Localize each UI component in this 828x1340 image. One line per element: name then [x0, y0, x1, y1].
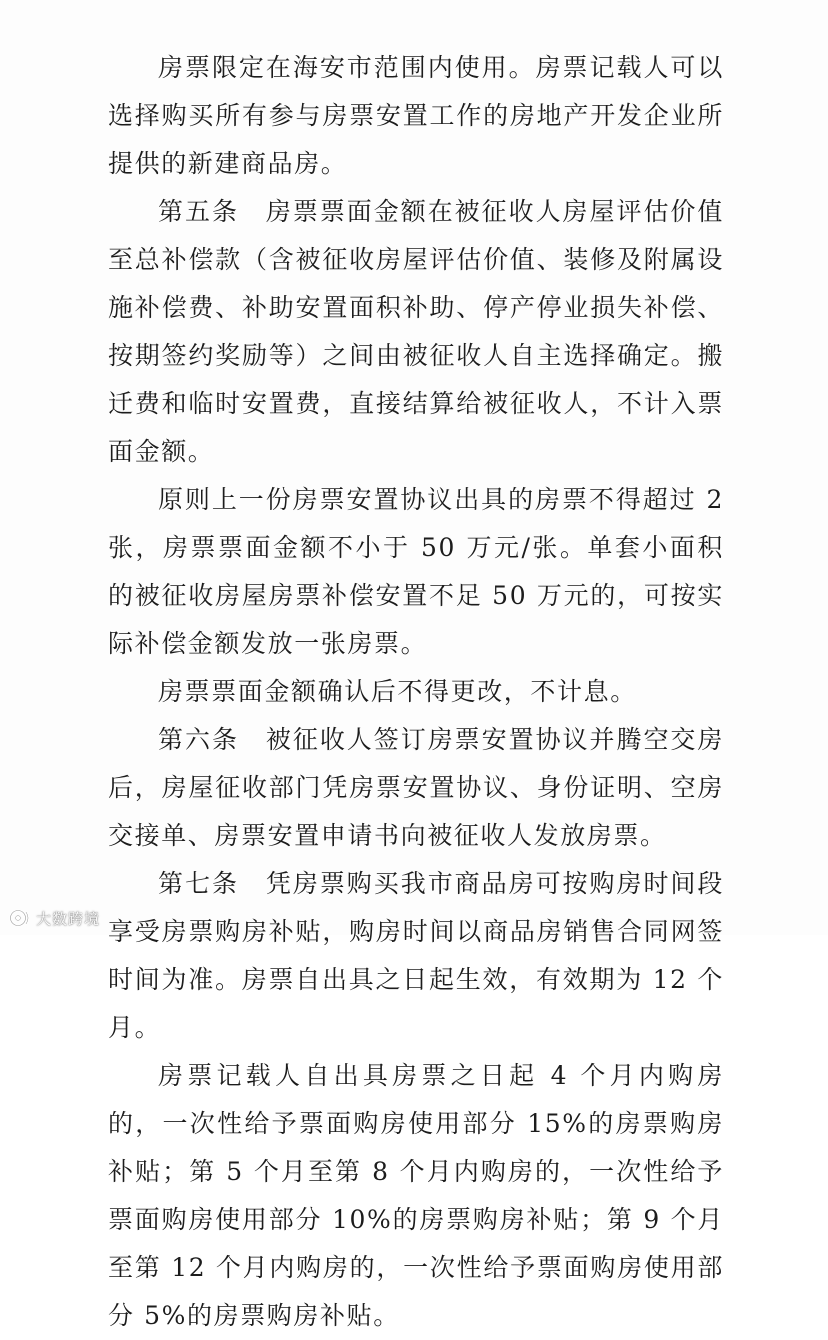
paragraph-house-ticket-scope: 房票限定在海安市范围内使用。房票记载人可以选择购买所有参与房票安置工作的房地产开发企业所提供的新建商品房。 [108, 53, 724, 178]
paragraph-article-5: 第五条 房票票面金额在被征收人房屋评估价值至总补偿款（含被征收房屋评估价值、装修及附属设施补偿费、补助安置面积补助、停产停业损失补偿、按期签约奖励等）之间由被征收人自主选择确定。搬迁费和临时安置费，直接结算给被征收人，不计入票面金额。 [108, 197, 724, 466]
sound-wave-logo-icon [8, 907, 32, 929]
paragraph-article-6: 第六条 被征收人签订房票安置协议并腾空交房后，房屋征收部门凭房票安置协议、身份证明、空房交接单、房票安置申请书向被征收人发放房票。 [108, 725, 724, 850]
paragraph-subsidy-schedule: 房票记载人自出具房票之日起 4 个月内购房的，一次性给予票面购房使用部分 15%的房票购房补贴；第 5 个月至第 8 个月内购房的，一次性给予票面购房使用部分 10%的房票购房补贴；第 9 个月至第 12 个月内购房的，一次性给予票面购房使用部分 5%的房票购房补贴。 [108, 1061, 724, 1330]
document-body [108, 44, 724, 1340]
watermark-text: 大数跨境 [36, 909, 101, 928]
watermark [8, 905, 100, 931]
paragraph-article-7: 第七条 凭房票购买我市商品房可按购房时间段享受房票购房补贴，购房时间以商品房销售合同网签时间为准。房票自出具之日起生效，有效期为 12 个月。 [108, 869, 724, 1042]
paragraph-ticket-limit: 原则上一份房票安置协议出具的房票不得超过 2 张，房票票面金额不小于 50 万元/张。单套小面积的被征收房屋房票补偿安置不足 50 万元的，可按实际补偿金额发放一张房票。 [108, 485, 724, 658]
paragraph-no-change: 房票票面金额确认后不得更改，不计息。 [158, 677, 637, 706]
